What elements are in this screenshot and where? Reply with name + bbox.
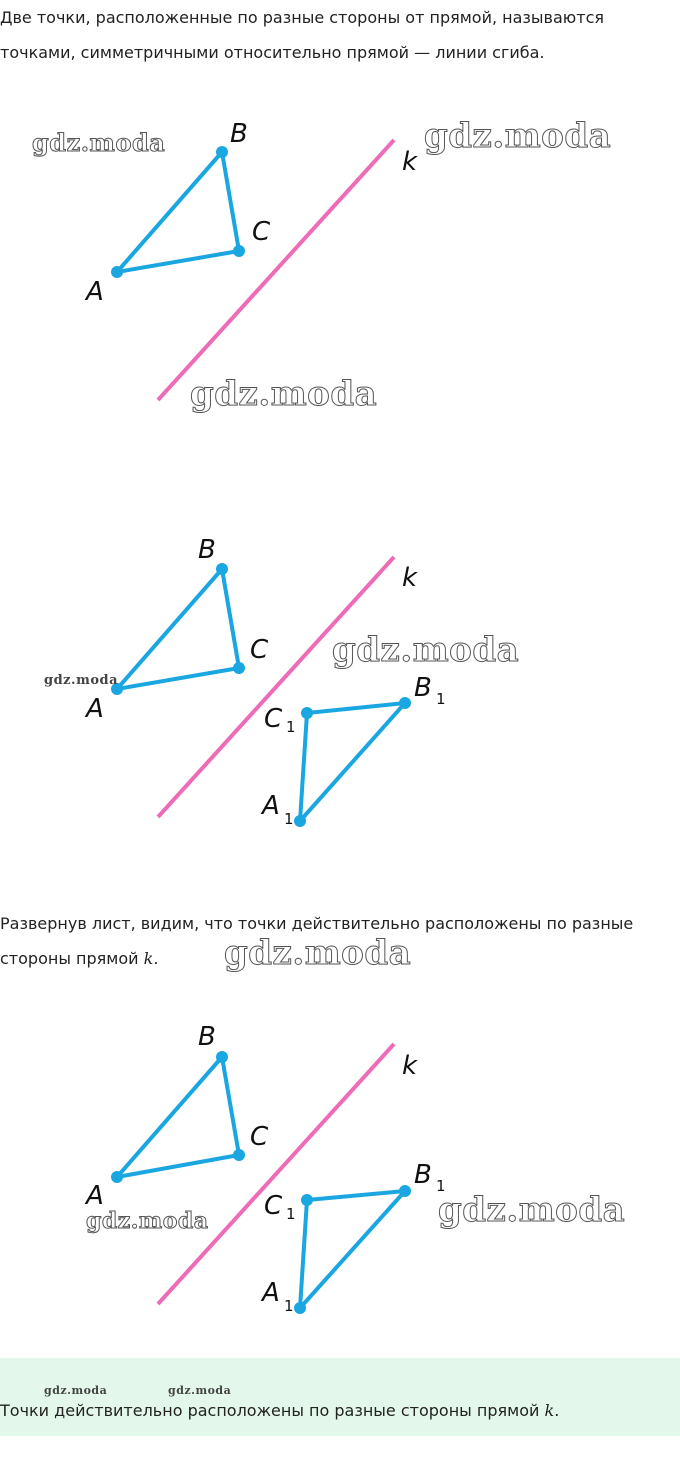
label-a: A bbox=[86, 694, 104, 724]
point-b1 bbox=[399, 697, 411, 709]
triangle-a1b1c1 bbox=[300, 703, 405, 821]
label-k: k bbox=[402, 563, 418, 593]
line-k bbox=[158, 557, 394, 817]
label-a: A bbox=[86, 277, 104, 307]
label-a1-sub: 1 bbox=[284, 1297, 294, 1315]
watermark: gdz.moda bbox=[190, 374, 378, 414]
answer-text-prefix: Точки действительно расположены по разные стороны прямой bbox=[0, 1401, 545, 1420]
point-a bbox=[111, 266, 123, 278]
intro-paragraph bbox=[0, 0, 660, 70]
label-b: B bbox=[198, 535, 216, 565]
watermark: gdz.moda bbox=[32, 128, 166, 157]
watermark: gdz.moda bbox=[424, 116, 612, 156]
watermark: gdz.moda bbox=[86, 1208, 209, 1234]
label-c: C bbox=[250, 1122, 269, 1152]
label-c: C bbox=[252, 217, 271, 247]
middle-line-2-var: k bbox=[143, 949, 154, 968]
answer-box bbox=[0, 1358, 680, 1436]
middle-line-2-suffix: . bbox=[153, 949, 159, 968]
point-a1 bbox=[294, 815, 306, 827]
label-b: B bbox=[230, 119, 248, 149]
label-c1-sub: 1 bbox=[286, 718, 296, 736]
point-c bbox=[233, 1149, 245, 1161]
label-c: C bbox=[250, 635, 269, 665]
triangle-abc bbox=[117, 569, 239, 689]
point-b bbox=[216, 563, 228, 575]
label-b: B bbox=[198, 1022, 216, 1052]
answer-text bbox=[0, 1393, 559, 1428]
label-b1: B bbox=[414, 1160, 432, 1190]
label-c1: C bbox=[264, 1191, 283, 1221]
point-a bbox=[111, 1171, 123, 1183]
label-c1-sub: 1 bbox=[286, 1205, 296, 1223]
point-c1 bbox=[301, 1194, 313, 1206]
watermark: gdz.moda bbox=[44, 673, 119, 688]
watermark: gdz.moda bbox=[332, 630, 520, 670]
watermark: gdz.moda bbox=[438, 1190, 626, 1230]
middle-line-2-prefix: стороны прямой bbox=[0, 949, 144, 968]
triangle-abc bbox=[117, 152, 239, 272]
watermark: gdz.moda bbox=[44, 1384, 108, 1397]
answer-text-suffix: . bbox=[554, 1401, 560, 1420]
label-b1: B bbox=[414, 673, 432, 703]
label-b1-sub: 1 bbox=[436, 1177, 446, 1195]
label-a1: A bbox=[262, 1278, 280, 1308]
point-b bbox=[216, 1051, 228, 1063]
line-k bbox=[158, 1044, 394, 1304]
intro-line-2: точками, симметричными относительно прямой — линии сгиба. bbox=[0, 43, 545, 62]
label-c1: C bbox=[264, 704, 283, 734]
figure-3-svg bbox=[0, 1017, 680, 1327]
point-b bbox=[216, 146, 228, 158]
watermark: gdz.moda bbox=[224, 933, 412, 973]
point-a1 bbox=[294, 1302, 306, 1314]
answer-text-var: k bbox=[544, 1401, 555, 1420]
label-a1-sub: 1 bbox=[284, 810, 294, 828]
label-b1-sub: 1 bbox=[436, 690, 446, 708]
triangle-abc bbox=[117, 1057, 239, 1177]
label-k: k bbox=[402, 1051, 418, 1081]
point-c bbox=[233, 245, 245, 257]
point-c1 bbox=[301, 707, 313, 719]
triangle-a1b1c1 bbox=[300, 1191, 405, 1308]
label-a1: A bbox=[262, 791, 280, 821]
label-k: k bbox=[402, 147, 418, 177]
line-k bbox=[158, 140, 394, 400]
watermark: gdz.moda bbox=[168, 1384, 232, 1397]
intro-line-1: Две точки, расположенные по разные стороны от прямой, называются bbox=[0, 8, 604, 27]
middle-line-1: Развернув лист, видим, что точки действительно расположены по разные bbox=[0, 914, 634, 933]
point-b1 bbox=[399, 1185, 411, 1197]
figure-3 bbox=[0, 1017, 680, 1327]
point-c bbox=[233, 662, 245, 674]
label-a: A bbox=[86, 1181, 104, 1211]
